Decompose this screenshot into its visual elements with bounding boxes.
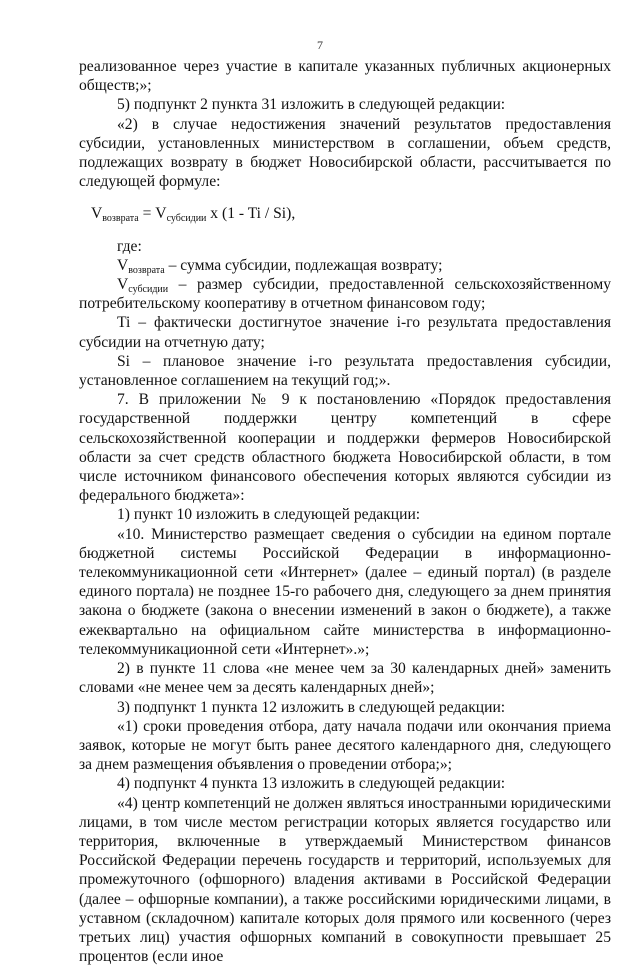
def-text: – сумма субсидии, подлежащая возврату; — [164, 256, 443, 274]
def-text: – размер субсидии, предоставленной сельскохозяйственному потребительскому кооперативу в отчетном финансовом году; — [79, 276, 611, 313]
paragraph-quote-4: «4) центр компетенций не должен являться иностранными юридическими лицами, в том числе местом регистрации которых является государство или территория, включенные в утверждаемый Министерством финансов Российской Федерации перечень государств и территорий, используемых для промежуточного (офшорного) владения активами в Российской Федерации (далее – офшорные компании), а также российскими юридическими лицами, в уставном (складочном) капитале которых доля прямого или косвенного (через третьих лиц) участия офшорных компаний в совокупности превышает 25 процентов (если иное — [79, 794, 611, 966]
formula-v1: V — [91, 205, 103, 223]
def-v: V — [117, 276, 129, 294]
definition-si: Si – плановое значение i-го результата предоставления субсидии, установленное соглашением на текущий год;». — [79, 352, 611, 390]
formula-where: где: — [117, 237, 142, 255]
paragraph-quote-10: «10. Министерство размещает сведения о субсидии на едином портале бюджетной системы Российской Федерации в информационно-телекоммуникационной сети «Интернет» (далее – единый портал) (в разделе единого портала) не позднее 15-го рабочего дня, следующего за днем принятия закона о бюджете (закона о внесении изменений в закон о бюджете), а также ежеквартально на официальном сайте министерства в информационно-телекоммуникационной сети «Интернет».»; — [79, 525, 611, 658]
document-body — [79, 57, 611, 966]
def-sub: возврата — [128, 264, 165, 276]
definition-ti: Ti – фактически достигнутое значение i-го результата предоставления субсидии на отчетную дату; — [79, 314, 611, 351]
paragraph-quote-2: «2) в случае недостижения значений результатов предоставления субсидии, установленных министерством в соглашении, объем средств, подлежащих возврату в бюджет Новосибирской области, рассчитывается по следующей формуле: — [79, 115, 611, 191]
paragraph-item-7: 7. В приложении № 9 к постановлению «Порядок предоставления государственной поддержки центру компетенций в сфере сельскохозяйственной кооперации и поддержки фермеров Новосибирской области за счет средств областного бюджета Новосибирской области, в том числе источником финансового обеспечения которых являются субсидии из федерального бюджета»: — [79, 391, 611, 505]
paragraph-sub-2: 2) в пункте 11 слова «не менее чем за 30 календарных дней» заменить словами «не менее чем за десять календарных дней»; — [79, 660, 611, 697]
paragraph-sub-3: 3) подпункт 1 пункта 12 изложить в следующей редакции: — [117, 698, 506, 716]
formula-mid: = V — [138, 205, 167, 223]
definition-v-subsidy — [79, 275, 611, 313]
formula-sub-return: возврата — [102, 213, 139, 225]
paragraph-continuation: реализованное через участие в капитале указанных публичных акционерных обществ;»; — [79, 58, 611, 95]
formula-end: x (1 - Ti / Si), — [206, 205, 296, 223]
paragraph-sub-1: 1) пункт 10 изложить в следующей редакции: — [117, 506, 421, 524]
def-sub: субсидии — [128, 284, 169, 296]
page-number: 7 — [317, 38, 323, 52]
definition-v-return — [79, 256, 611, 275]
paragraph-sub-4: 4) подпункт 4 пункта 13 изложить в следующей редакции: — [117, 775, 506, 793]
paragraph-item-5: 5) подпункт 2 пункта 31 изложить в следующей редакции: — [117, 96, 506, 114]
formula — [79, 204, 611, 223]
def-v: V — [117, 256, 129, 274]
formula-sub-subsidy: субсидии — [166, 213, 207, 225]
paragraph-quote-1: «1) сроки проведения отбора, дату начала подачи или окончания приема заявок, которые не могут быть ранее десятого календарного дня, следующего за днем размещения объявления о проведении отбора;»; — [79, 717, 611, 774]
